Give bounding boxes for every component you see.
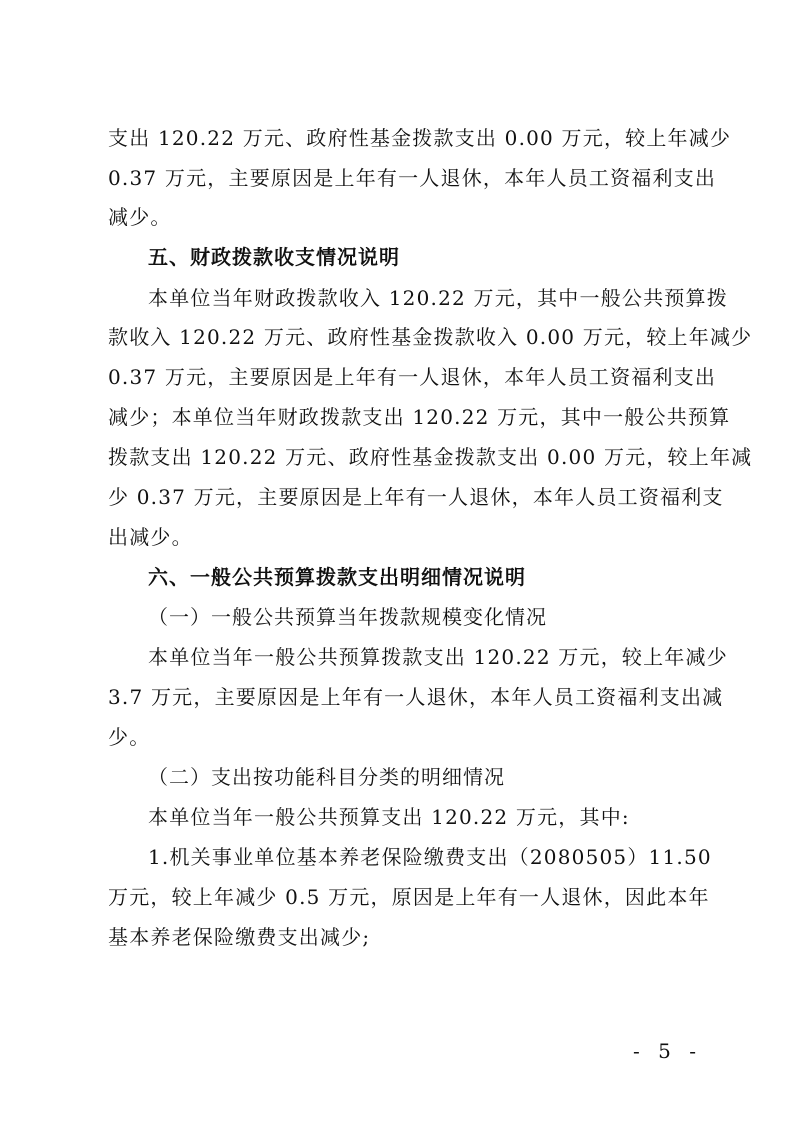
- paragraph-line: 减少。: [108, 205, 172, 229]
- subsection-heading: （一）一般公共预算当年拨款规模变化情况: [148, 605, 547, 629]
- paragraph-line: 支出 120.22 万元、政府性基金拨款支出 0.00 万元，较上年减少: [108, 126, 732, 150]
- paragraph-line: 拨款支出 120.22 万元、政府性基金拨款支出 0.00 万元，较上年减: [108, 445, 753, 469]
- paragraph-line: 0.37 万元，主要原因是上年有一人退休，本年人员工资福利支出: [108, 365, 717, 389]
- paragraph-line: 0.37 万元，主要原因是上年有一人退休，本年人员工资福利支出: [108, 166, 717, 190]
- paragraph-line: 少。: [108, 725, 151, 749]
- paragraph-line: 出减少。: [108, 525, 193, 549]
- paragraph-line: 1.机关事业单位基本养老保险缴费支出（2080505）11.50: [148, 845, 712, 869]
- paragraph-line: 本单位当年一般公共预算拨款支出 120.22 万元，较上年减少: [148, 645, 728, 669]
- paragraph-line: 基本养老保险缴费支出减少;: [108, 925, 371, 949]
- paragraph-line: 本单位当年一般公共预算支出 120.22 万元，其中:: [148, 805, 630, 829]
- paragraph-line: 少 0.37 万元，主要原因是上年有一人退休，本年人员工资福利支: [108, 485, 724, 509]
- page-number: - 5 -: [633, 1039, 702, 1063]
- paragraph-line: 减少；本单位当年财政拨款支出 120.22 万元，其中一般公共预算: [108, 405, 731, 429]
- paragraph-line: 3.7 万元，主要原因是上年有一人退休，本年人员工资福利支出减: [108, 685, 724, 709]
- subsection-heading: （二）支出按功能科目分类的明细情况: [148, 765, 505, 789]
- section-heading: 五、财政拨款收支情况说明: [148, 245, 400, 269]
- section-heading: 六、一般公共预算拨款支出明细情况说明: [148, 565, 526, 589]
- paragraph-line: 万元，较上年减少 0.5 万元，原因是上年有一人退休，因此本年: [108, 885, 710, 909]
- paragraph-line: 款收入 120.22 万元、政府性基金拨款收入 0.00 万元，较上年减少: [108, 325, 753, 349]
- paragraph-line: 本单位当年财政拨款收入 120.22 万元，其中一般公共预算拨: [148, 286, 728, 310]
